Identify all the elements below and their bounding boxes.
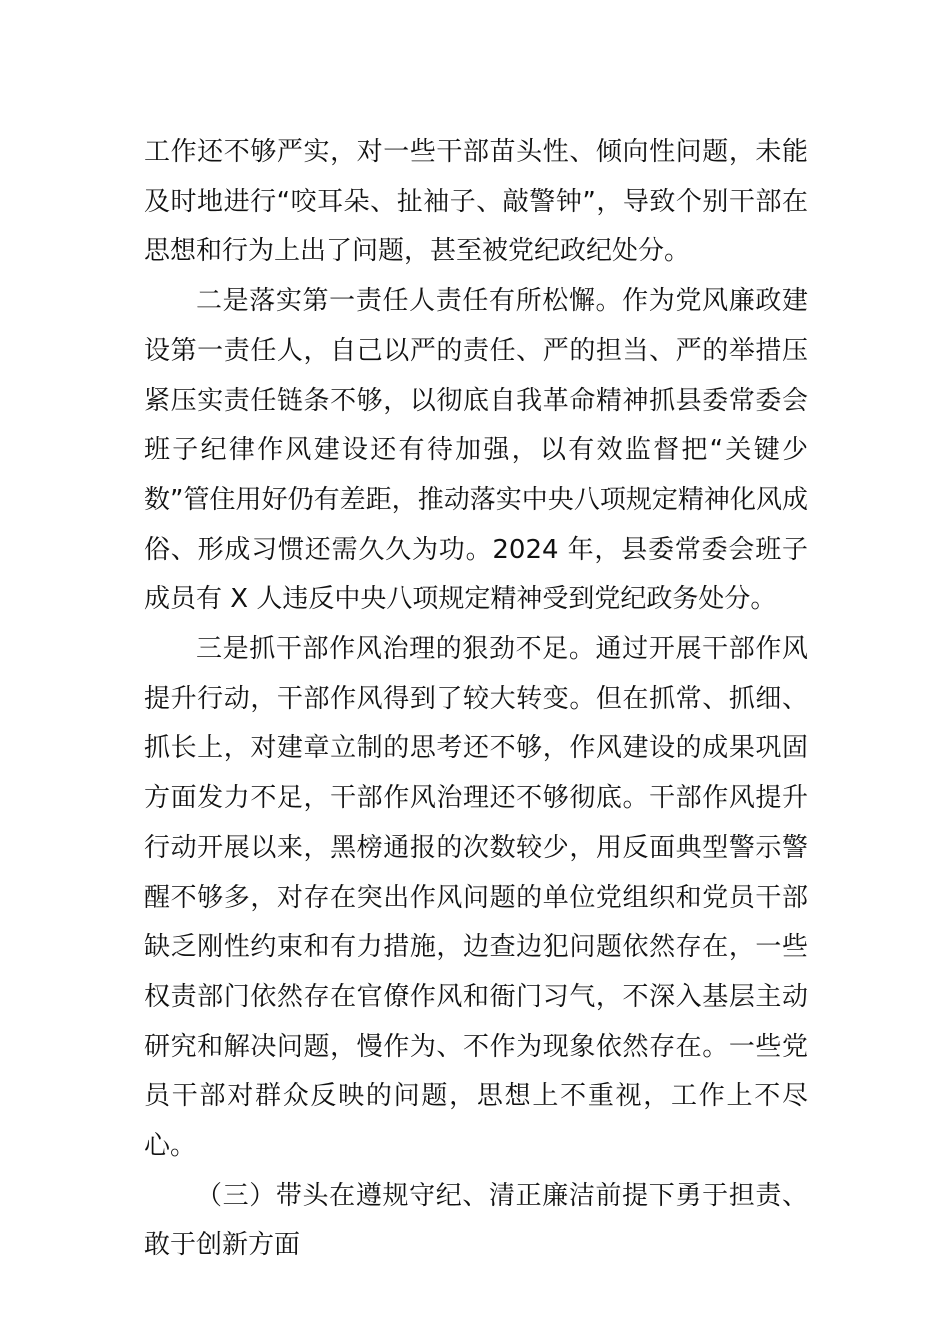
paragraph-responsibility: 二是落实第一责任人责任有所松懈。作为党风廉政建设第一责任人，自己以严的责任、严的担当、严的举措压紧压实责任链条不够，以彻底自我革命精神抓县委常委会班子纪律作风建设还有待加强，以有效监督把“关键少数”管住用好仍有差距，推动落实中央八项规定精神化风成俗、形成习惯还需久久为功。2024 年，县委常委会班子成员有 X 人违反中央八项规定精神受到党纪政务处分。 bbox=[144, 286, 808, 615]
section-heading-three: （三）带头在遵规守纪、清正廉洁前提下勇于担责、敢于创新方面 bbox=[144, 1180, 808, 1261]
paragraph-continuation: 工作还不够严实，对一些干部苗头性、倾向性问题，未能及时地进行“咬耳朵、扯袖子、敲警钟”，导致个别干部在思想和行为上出了问题，甚至被党纪政纪处分。 bbox=[144, 137, 808, 267]
paragraph-work-style: 三是抓干部作风治理的狠劲不足。通过开展干部作风提升行动，干部作风得到了较大转变。但在抓常、抓细、抓长上，对建章立制的思考还不够，作风建设的成果巩固方面发力不足，干部作风治理还不够彻底。干部作风提升行动开展以来，黑榜通报的次数较少，用反面典型警示警醒不够多，对存在突出作风问题的单位党组织和党员干部缺乏刚性约束和有力措施，边查边犯问题依然存在，一些权责部门依然存在官僚作风和衙门习气，不深入基层主动研究和解决问题，慢作为、不作为现象依然存在。一些党员干部对群众反映的问题，思想上不重视，工作上不尽心。 bbox=[144, 634, 808, 1162]
document-body bbox=[144, 128, 808, 1271]
